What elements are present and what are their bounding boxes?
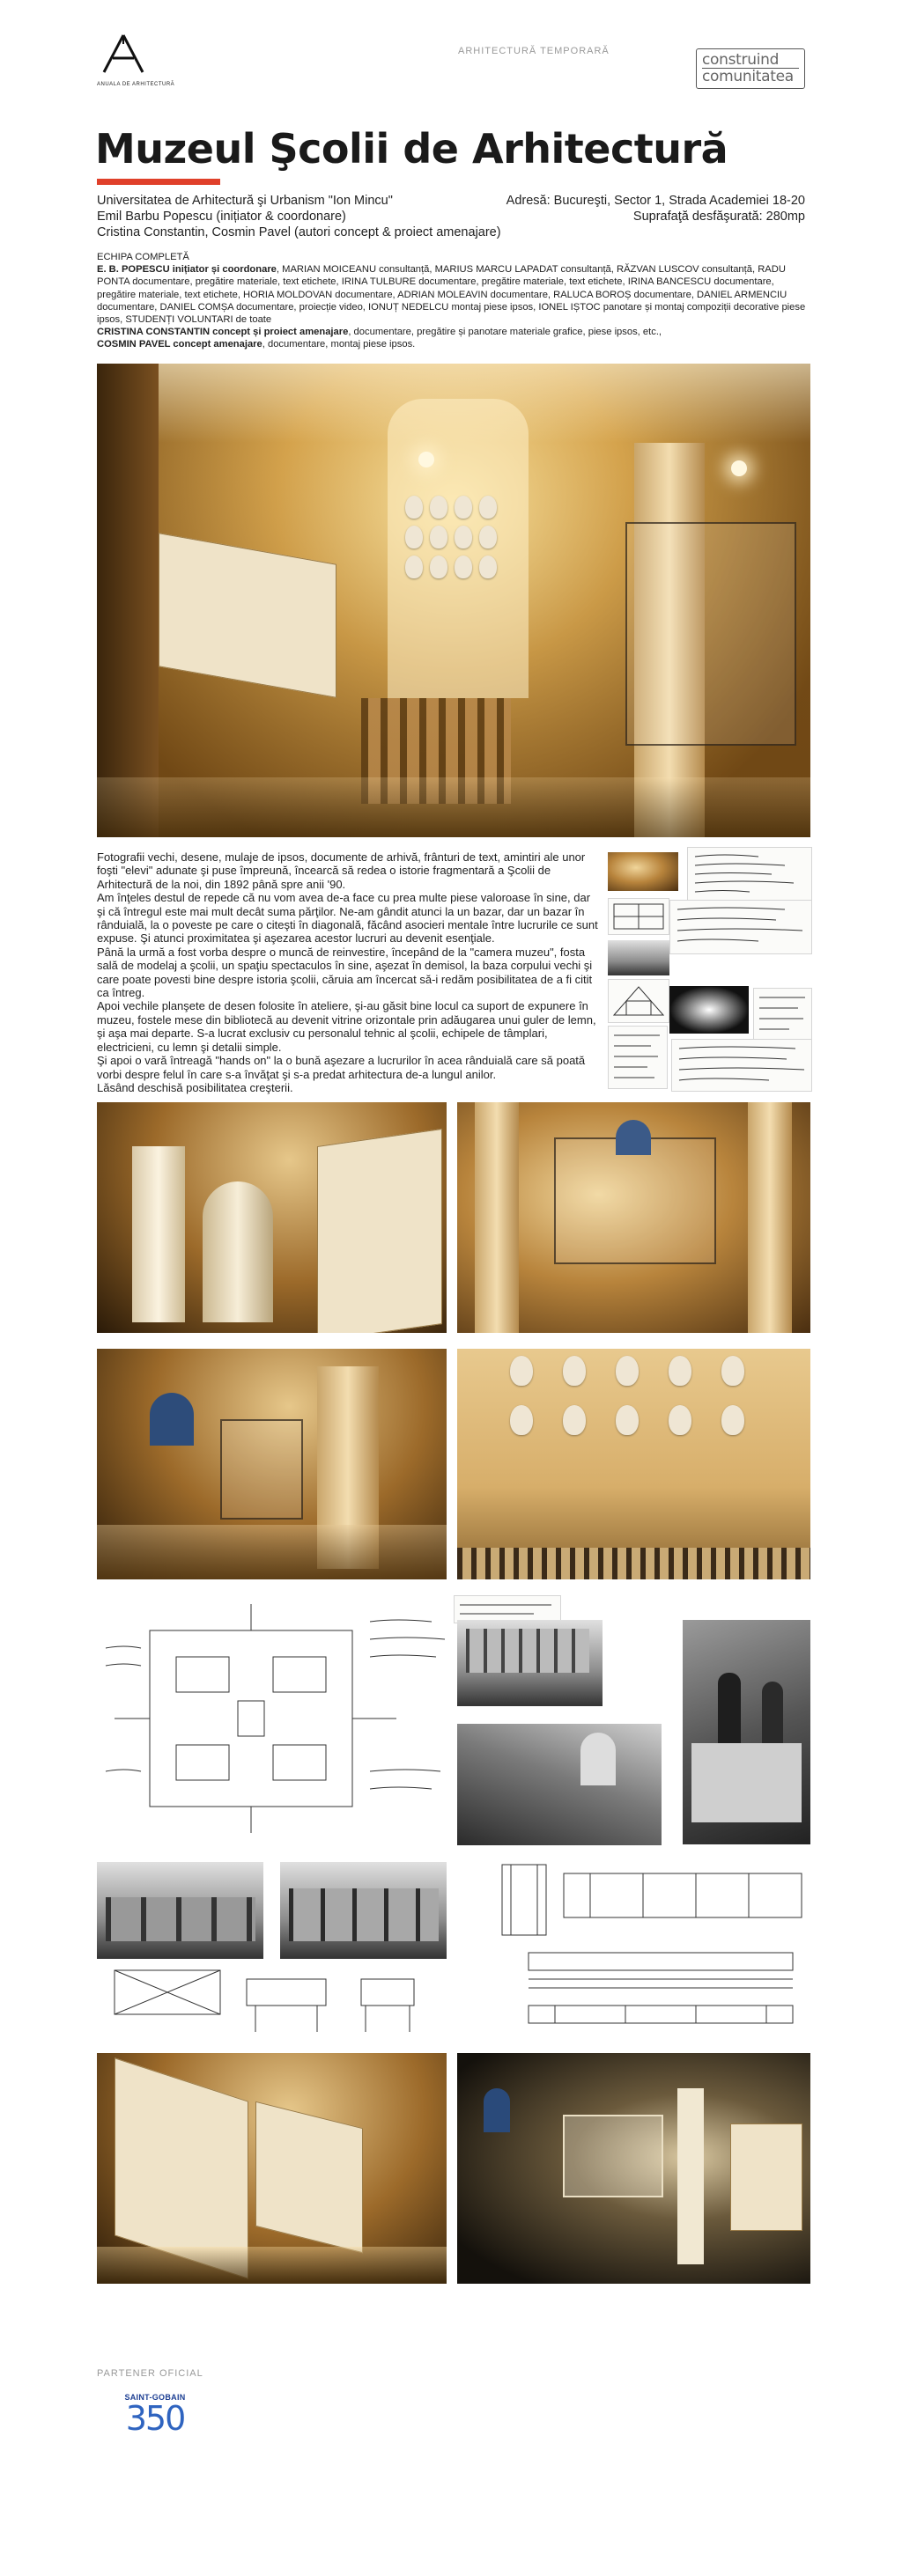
author-line: Emil Barbu Popescu (inițiator & coordonare) <box>97 210 346 224</box>
light-sculpture-photo <box>669 986 749 1034</box>
team-lead: CRISTINA CONSTANTIN concept și proiect amenajare <box>97 327 349 338</box>
description-paragraph: Apoi vechile planşete de desen folosite în ateliere, şi-au găsit bine locul ca suport de expunere în muzeu, fostele mese din bibliotecă au devenit vitrine orizontale prin adăugarea unui guler de lemn, şi aşa mai departe. S-a lucrat exclusiv cu personalul tehnic al şcolii, echipele de tâmplari, electricieni, cu lemn şi detalii simple. <box>97 999 596 1054</box>
section-label: ARHITECTURĂ TEMPORARĂ <box>458 46 610 56</box>
gallery-photo-masks-wall <box>457 1349 810 1579</box>
sketch-drawing <box>608 898 669 935</box>
description-paragraph: Fotografii vechi, desene, mulaje de ipsos, documente de arhivă, frânturi de text, amintiri ale unor foşti "elevi" adunate şi puse împreună, încearcă să redea o istorie fragmentară a Şcolii de Arhitectură de la noi, din 1892 până spre anii '90. <box>97 850 586 891</box>
project-authors <box>97 193 501 240</box>
partner-logo-name: SAINT-GOBAIN <box>124 2393 186 2402</box>
bw-photo-exhibition <box>457 1620 603 1706</box>
team-credits <box>97 251 810 351</box>
handwritten-note <box>669 900 812 954</box>
address: Adresă: Bucureşti, Sector 1, Strada Academiei 18-20 <box>506 194 805 208</box>
description-paragraph: Până la urmă a fost vorba despre o muncă de reinvestire, începând de la "camera muzeu", fosta sală de modelaj a şcolii, un spaţiu spectaculos în sine, aşezat în demisol, la baza corpului vechi şi care poate povesti bine despre istoria şcolii, căruia am încercat să-i redăm posibilitatea de a fi citit ca întreg. <box>97 945 593 1000</box>
gallery-photo-panels <box>97 2053 447 2284</box>
anuala-logo-caption: ANUALA DE ARHITECTURĂ <box>97 82 175 87</box>
handwritten-note <box>671 1039 812 1092</box>
description-paragraph: Am înţeles destul de repede că nu vom avea de-a face cu prea multe piese valoroase în sine, dar şi că întregul este mai mult decât suma părţilor. Ne-am gândit atunci la un bazar, dar un bazar în rânduială, la o poveste pe care o citeşti în diagonală, făcând asocieri mentale între lucrurile ce sunt expuse. Şi atunci proximitatea şi aşezarea acestor lucruri au devenit esenţiale. <box>97 891 598 946</box>
team-text: , documentare, pregătire și panotare materiale grafice, piese ipsos, etc., <box>348 327 662 338</box>
table-technical-drawing <box>97 1961 458 2041</box>
area: Suprafaţă desfăşurată: 280mp <box>632 210 805 224</box>
handwritten-note <box>608 1026 668 1089</box>
gallery-photo-plaster-casts <box>97 1102 447 1333</box>
logo-line-2: comunitatea <box>702 68 799 85</box>
page-title: Muzeul Şcolii de Arhitectură <box>95 125 728 173</box>
gallery-photo-hall <box>97 1349 447 1579</box>
team-heading: ECHIPA COMPLETĂ <box>97 252 189 262</box>
logo-line-1: construind <box>702 51 780 69</box>
description-paragraph: Şi apoi o vară întreagă "hands on" la o bună aşezare a lucrurilor în acea rânduială care să poată vorbi despre felul în care s-a învăţat şi s-a predat arhitectura de-a lungul anilor. <box>97 1054 586 1081</box>
floor-plan-sketch <box>97 1595 454 1845</box>
vitrine-technical-drawing <box>493 1856 810 2042</box>
bw-photo-arches <box>457 1724 662 1845</box>
description-paragraph: Lăsând deschisă posibilitatea creşterii. <box>97 1080 293 1094</box>
handwritten-note <box>753 988 812 1042</box>
bw-photo-tables <box>97 1862 263 1959</box>
bw-photo-drawing-tables <box>280 1862 447 1959</box>
bw-photo-workers <box>683 1620 810 1844</box>
team-lead: COSMIN PAVEL concept amenajare <box>97 339 262 350</box>
team-text: , documentare, montaj piese ipsos. <box>262 339 416 350</box>
partner-logo-number: 350 <box>125 2399 185 2438</box>
accent-bar <box>97 179 220 185</box>
construind-comunitatea-logo <box>696 48 805 89</box>
anuala-logo <box>97 32 185 95</box>
project-description <box>97 850 599 1094</box>
team-text: , MARIAN MOICEANU consultanță, MARIUS MARCU LAPADAT consultanță, RĂZVAN LUSCOV consultanță, RADU PONTA documentare, pregătire materiale, text etichete, IRINA TULBURE documentare, pregătire materiale, text etichete, IRINA BANCESCU documentare, pregătire materiale, text etichete, HORIA MOLDOVAN documentare, ADRIAN MOLEAVIN documentare, RALUCA BOROȘ documentare, DANIEL ARMENCIU documentare, DANIEL COMȘA documentare, proiecție video, IONUȚ NEDELCU montaj piese ipsos, IONEL IȘTOC panotare și montaj compoziții decorative piese ipsos, STUDENȚI VOLUNTARI de toate <box>97 264 806 326</box>
team-lead: E. B. POPESCU inițiator și coordonare <box>97 264 277 276</box>
project-location <box>506 193 805 224</box>
partner-label: PARTENER OFICIAL <box>97 2368 203 2379</box>
thumbnail-photo <box>608 852 678 891</box>
author-line: Universitatea de Arhitectură şi Urbanism "Ion Mincu" <box>97 194 393 208</box>
handwritten-note <box>687 847 812 902</box>
saint-gobain-logo <box>113 2393 197 2456</box>
archive-photo <box>608 940 669 975</box>
sketch-drawing <box>608 979 669 1023</box>
author-line: Cristina Constantin, Cosmin Pavel (autori concept & proiect amenajare) <box>97 225 501 239</box>
gallery-photo-display-cases <box>457 1102 810 1333</box>
main-museum-photo <box>97 364 810 837</box>
anuala-a-icon <box>97 32 150 76</box>
gallery-photo-night-vitrine <box>457 2053 810 2284</box>
